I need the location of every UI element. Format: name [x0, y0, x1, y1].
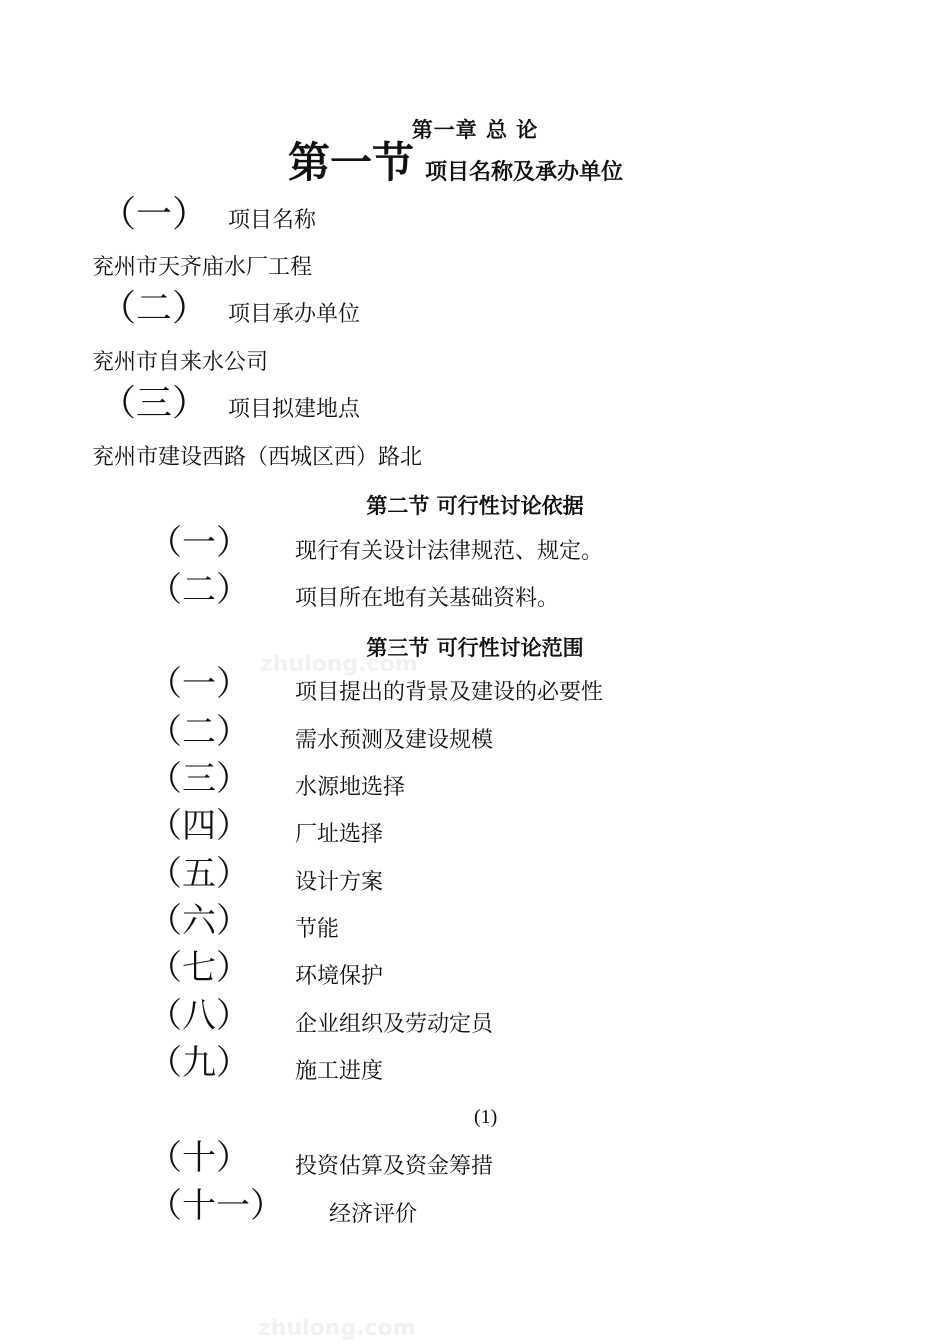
item-marker: （一）	[100, 194, 209, 235]
page-number: (1)	[474, 1106, 498, 1128]
section1-heading-small: 项目名称及承办单位	[425, 160, 624, 185]
item-value: 兖州市建设西路（西城区西）路北	[92, 445, 423, 470]
item-value: 兖州市天齐庙水厂工程	[92, 255, 313, 280]
item-marker: （九）	[148, 1043, 250, 1083]
item-label: 水源地选择	[295, 775, 406, 800]
item-label: 项目所在地有关基础资料。	[295, 586, 560, 611]
item-marker: （一）	[148, 664, 250, 704]
item-label: 项目提出的背景及建设的必要性	[295, 680, 604, 705]
item-marker: （二）	[148, 712, 250, 752]
item-label: 设计方案	[295, 870, 384, 895]
item-marker: （四）	[148, 806, 250, 846]
watermark: zhulong.com	[260, 652, 418, 677]
item-label: 厂址选择	[295, 822, 384, 847]
item-marker: （十一）	[148, 1186, 284, 1226]
section3-heading: 第三节 可行性讨论范围	[366, 636, 584, 660]
item-marker: （八）	[148, 996, 250, 1036]
section2-heading: 第二节 可行性讨论依据	[366, 494, 584, 518]
item-marker: （一）	[148, 523, 250, 563]
item-marker: （二）	[148, 570, 250, 610]
watermark: zhulong.com	[258, 1316, 416, 1341]
item-value: 兖州市自来水公司	[92, 350, 269, 375]
item-label: 企业组织及劳动定员	[295, 1012, 494, 1037]
item-marker: （三）	[100, 383, 209, 424]
item-label: 需水预测及建设规模	[295, 728, 494, 753]
item-label: 项目承办单位	[228, 302, 361, 327]
item-label: 施工进度	[295, 1059, 384, 1084]
item-label: 项目名称	[228, 208, 317, 233]
item-marker: （五）	[148, 854, 250, 894]
item-label: 节能	[295, 917, 340, 942]
item-label: 环境保护	[295, 964, 384, 989]
item-marker: （十）	[148, 1138, 250, 1178]
item-marker: （二）	[100, 288, 209, 329]
section1-heading-big: 第一节	[288, 138, 415, 187]
item-marker: （七）	[148, 948, 250, 988]
item-label: 项目拟建地点	[228, 397, 361, 422]
item-label: 投资估算及资金筹措	[295, 1154, 494, 1179]
item-marker: （六）	[148, 901, 250, 941]
item-marker: （三）	[148, 759, 250, 799]
item-label: 经济评价	[329, 1202, 418, 1227]
item-label: 现行有关设计法律规范、规定。	[295, 539, 604, 564]
chapter-title: 第一章 总 论	[411, 118, 539, 142]
